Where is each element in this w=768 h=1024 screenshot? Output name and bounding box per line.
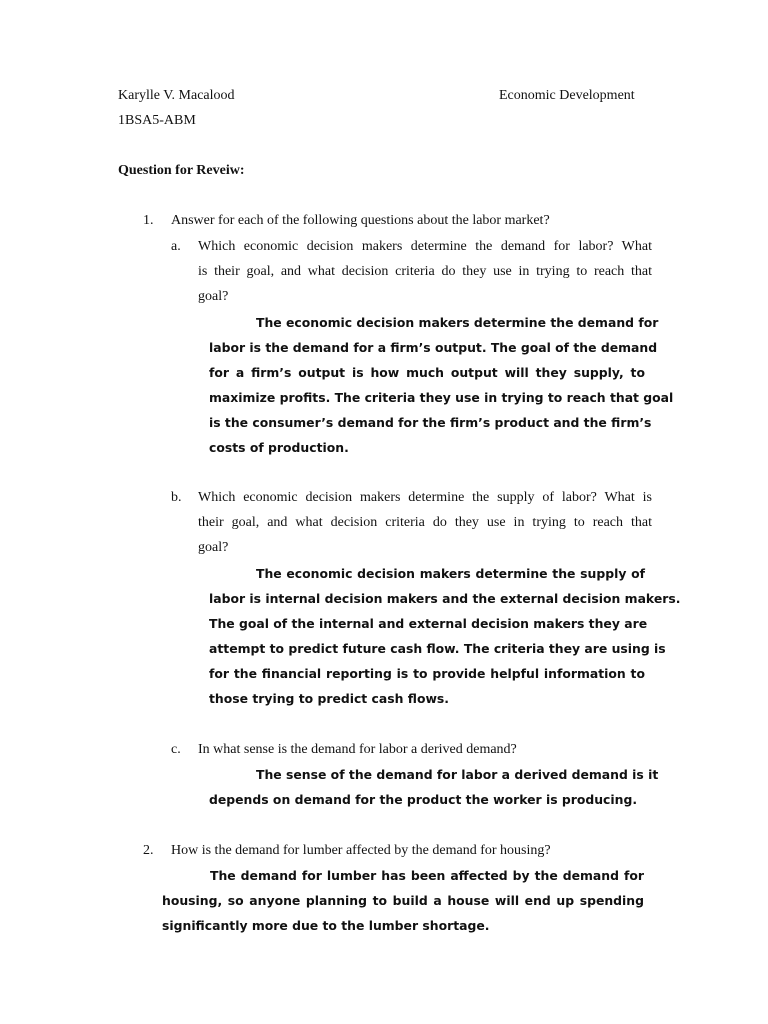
- q1a-question-line: goal?: [198, 289, 229, 304]
- q1b-question-line: goal?: [198, 540, 229, 555]
- q1a-letter: a.: [171, 239, 181, 254]
- q1b-question-line: Which economic decision makers determine the supply of labor? What is: [198, 490, 652, 505]
- q1b-answer-line: attempt to predict future cash flow. The criteria they are using is: [209, 641, 666, 656]
- q1a-answer-line: is the consumer’s demand for the firm’s product and the firm’s: [209, 415, 652, 430]
- q1a-answer-line: The economic decision makers determine the demand for: [256, 315, 659, 330]
- q1c-answer-line: depends on demand for the product the worker is producing.: [209, 792, 638, 807]
- author-name: Karylle V. Macalood: [118, 88, 235, 103]
- q1a-question-line: Which economic decision makers determine the demand for labor? What: [198, 239, 652, 254]
- q1c-answer-line: The sense of the demand for labor a derived demand is it: [256, 767, 659, 782]
- course-name: Economic Development: [499, 88, 635, 103]
- q1c-letter: c.: [171, 742, 181, 757]
- q1b-answer-line: for the financial reporting is to provide helpful information to: [209, 666, 645, 681]
- q1-text: Answer for each of the following questions about the labor market?: [171, 213, 550, 228]
- q1b-answer-line: those trying to predict cash flows.: [209, 691, 449, 706]
- section-code: 1BSA5-ABM: [118, 113, 196, 128]
- q1a-question-line: is their goal, and what decision criteria do they use in trying to reach that: [198, 264, 652, 279]
- q1-number: 1.: [143, 213, 154, 228]
- q1a-answer-line: for a firm’s output is how much output will they supply, to: [209, 365, 645, 380]
- q2-answer-line: significantly more due to the lumber shortage.: [162, 918, 490, 933]
- q2-answer-line: housing, so anyone planning to build a house will end up spending: [162, 893, 644, 908]
- q1b-letter: b.: [171, 490, 182, 505]
- q1a-answer-line: costs of production.: [209, 440, 349, 455]
- q1b-answer-line: labor is internal decision makers and the external decision makers.: [209, 591, 681, 606]
- q1c-question-line: In what sense is the demand for labor a derived demand?: [198, 742, 517, 757]
- q2-text: How is the demand for lumber affected by the demand for housing?: [171, 843, 551, 858]
- q2-answer-line: The demand for lumber has been affected by the demand for: [210, 868, 644, 883]
- q1a-answer-line: maximize profits. The criteria they use in trying to reach that goal: [209, 390, 674, 405]
- q1b-answer-line: The economic decision makers determine the supply of: [256, 566, 645, 581]
- q2-number: 2.: [143, 843, 154, 858]
- q1b-question-line: their goal, and what decision criteria do they use in trying to reach that: [198, 515, 652, 530]
- document-title: Question for Reveiw:: [118, 163, 245, 178]
- q1a-answer-line: labor is the demand for a firm’s output. The goal of the demand: [209, 340, 658, 355]
- q1b-answer-line: The goal of the internal and external decision makers they are: [209, 616, 648, 631]
